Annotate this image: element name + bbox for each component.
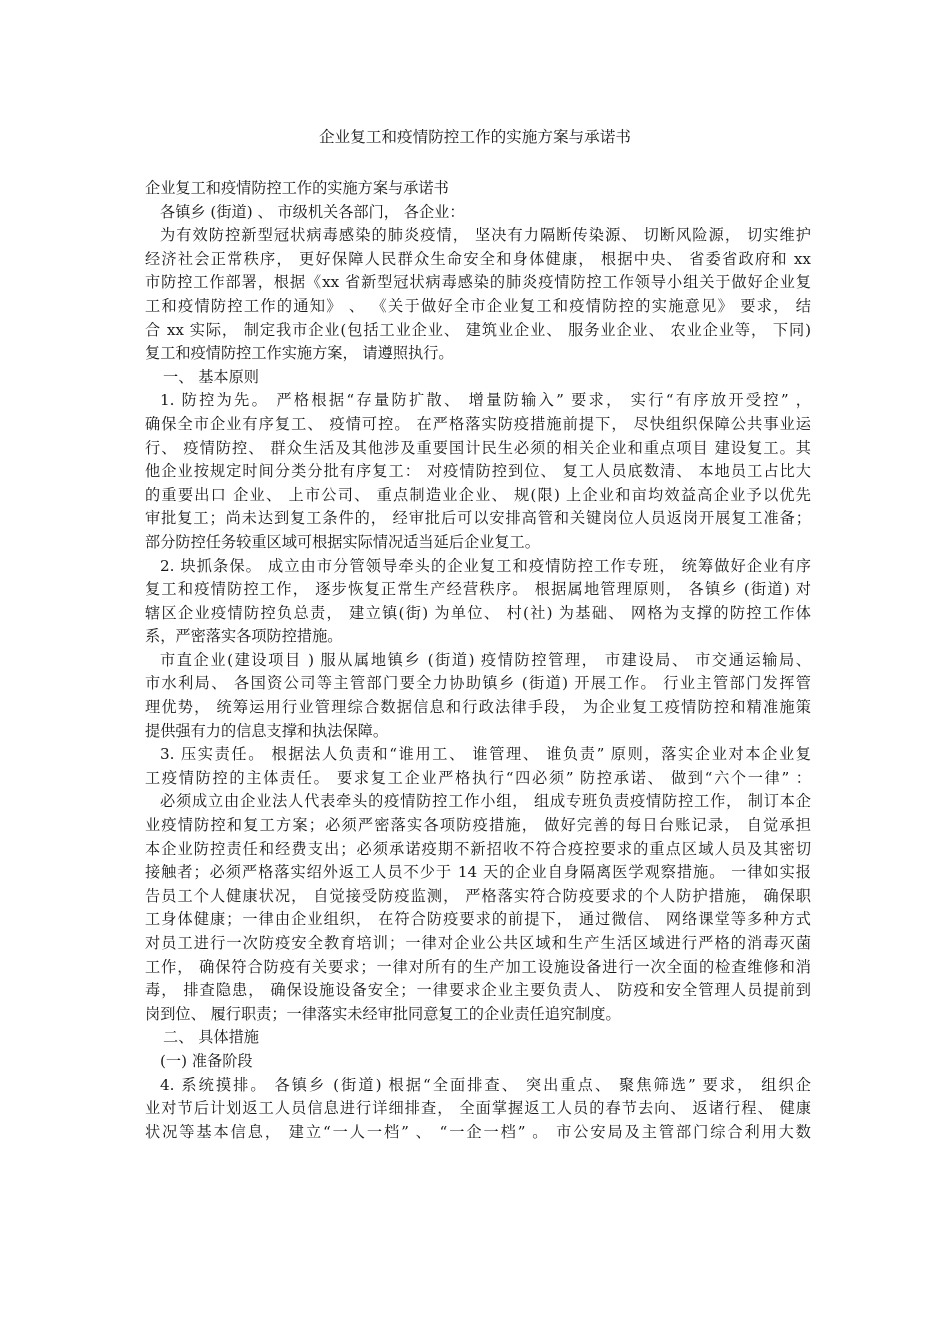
text-line: 确保全市企业有序复工、 疫情可控。 在严格落实防疫措施前提下， 尽快组织保障公共事业运 [145,414,811,433]
text-line: 行、 疫情防控、 群众生活及其他涉及重要国计民生必须的相关企业和重点项目 建设复工。其 [145,438,811,457]
text-line: 工身体健康；一律由企业组织， 在符合防疫要求的前提下， 通过微信、 网络课堂等多种方式 [145,910,811,929]
text-line: 对员工进行一次防疫安全教育培训；一律对企业公共区域和生产生活区域进行严格的消毒灭菌 [145,934,811,952]
text-line: 1. 防控为先。 严格根据“存量防扩散、 增量防输入” 要求， 实行“有序放开受控” ， [160,391,811,410]
text-line: 市水利局、 各国资公司等主管部门要全力协助镇乡 (街道) 开展工作。 行业主管部门发挥管 [145,674,811,693]
text-line: 经济社会正常秩序， 更好保障人民群众生命安全和身体健康， 根据中央、 省委省政府和 xx [145,249,811,268]
text-line: 2. 块抓条保。 成立由市分管领导牵头的企业复工和疫情防控工作专班， 统筹做好企业有序 [160,556,811,575]
text-line: 部分防控任务较重区域可根据实际情况适当延后企业复工。 [145,532,540,551]
text-line: 各镇乡 (街道) 、 市级机关各部门， 各企业： [160,202,465,221]
text-line: 他企业按规定时间分类分批有序复工： 对疫情防控到位、 复工人员底数清、 本地员工占比大 [145,462,811,481]
text-line: 3. 压实责任。 根据法人负责和“谁用工、 谁管理、 谁负责” 原则，落实企业对本企业复 [160,745,811,764]
text-line: 复工和疫情防控工作实施方案， 请遵照执行。 [145,344,454,363]
text-line: 市防控工作部署，根据《xx 省新型冠状病毒感染的肺炎疫情防控工作领导小组关于做好企业复 [145,273,811,292]
text-line: 业疫情防控和复工方案；必须严密落实各项防疫措施， 做好完善的每日台账记录， 自觉承担 [145,816,811,835]
text-line: 为有效防控新型冠状病毒感染的肺炎疫情， 坚决有力隔断传染源、 切断风险源， 切实维护 [160,226,811,245]
text-line: (一) 准备阶段 [160,1051,253,1070]
text-line: 本企业防控责任和经费支出；必须承诺疫期不新招收不符合疫控要求的重点区域人员及其密切 [145,839,811,858]
text-line: 企业复工和疫情防控工作的实施方案与承诺书 [145,179,449,197]
text-line: 接触者；必须严格落实绍外返工人员不少于 14 天的企业自身隔离医学观察措施。 一律如实报 [145,863,811,882]
text-line: 告员工个人健康状况， 自觉接受防疫监测， 严格落实符合防疫要求的个人防护措施， 确保职 [145,886,811,905]
text-line: 一、 基本原则 [163,367,259,386]
text-line: 市直企业(建设项目 ) 服从属地镇乡 (街道) 疫情防控管理， 市建设局、 市交通运输局、 [160,650,811,669]
text-line: 理优势， 统筹运用行业管理综合数据信息和行政法律手段， 为企业复工疫情防控和精准施策 [145,698,811,717]
text-line: 提供强有力的信息支撑和执法保障。 [145,721,388,740]
text-line: 复工和疫情防控工作， 逐步恢复正常生产经营秩序。 根据属地管理原则， 各镇乡 (街道) 对 [145,580,811,599]
text-line: 毒， 排查隐患， 确保设施设备安全；一律要求企业主要负责人、 防疫和安全管理人员提前到 [145,981,811,1000]
text-line: 工疫情防控的主体责任。 要求复工企业严格执行“四必须” 防控承诺、 做到“六个一律” ： [145,768,811,787]
text-line: 状况等基本信息， 建立“一人一档” 、 “一企一档” 。 市公安局及主管部门综合利用大数 [145,1122,811,1141]
text-line: 必须成立由企业法人代表牵头的疫情防控工作小组， 组成专班负责疫情防控工作， 制订本企 [160,792,811,811]
text-line: 的重要出口 企业、 上市公司、 重点制造业企业、 规(限) 上企业和亩均效益高企业予以优先 [145,485,811,504]
document-title: 企业复工和疫情防控工作的实施方案与承诺书 [319,128,631,146]
text-line: 系，严密落实各项防控措施。 [145,627,343,646]
text-line: 二、 具体措施 [163,1028,259,1047]
text-line: 辖区企业疫情防控负总责， 建立镇(街) 为单位、 村(社) 为基础、 网格为支撑的防控工作体 [145,603,811,622]
text-line: 审批复工；尚未达到复工条件的， 经审批后可以安排高管和关键岗位人员返岗开展复工准备； [145,509,811,528]
document-body [145,177,811,1144]
text-line: 合 xx 实际， 制定我市企业(包括工业企业、 建筑业企业、 服务业企业、 农业企业等， 下同) [145,320,811,339]
text-line: 岗到位、 履行职责；一律落实未经审批同意复工的企业责任追究制度。 [145,1004,621,1023]
text-line: 工和疫情防控工作的通知》 、 《关于做好全市企业复工和疫情防控的实施意见》 要求， 结 [145,296,811,315]
text-line: 业对节后计划返工人员信息进行详细排查， 全面掌握返工人员的春节去向、 返诸行程、 健康 [145,1099,811,1118]
text-line: 工作， 确保符合防疫有关要求；一律对所有的生产加工设施设备进行一次全面的检查维修和消 [145,957,811,976]
text-line: 4. 系统摸排。 各镇乡 (街道) 根据“全面排查、 突出重点、 聚焦筛选” 要求， 组织企 [160,1075,811,1094]
